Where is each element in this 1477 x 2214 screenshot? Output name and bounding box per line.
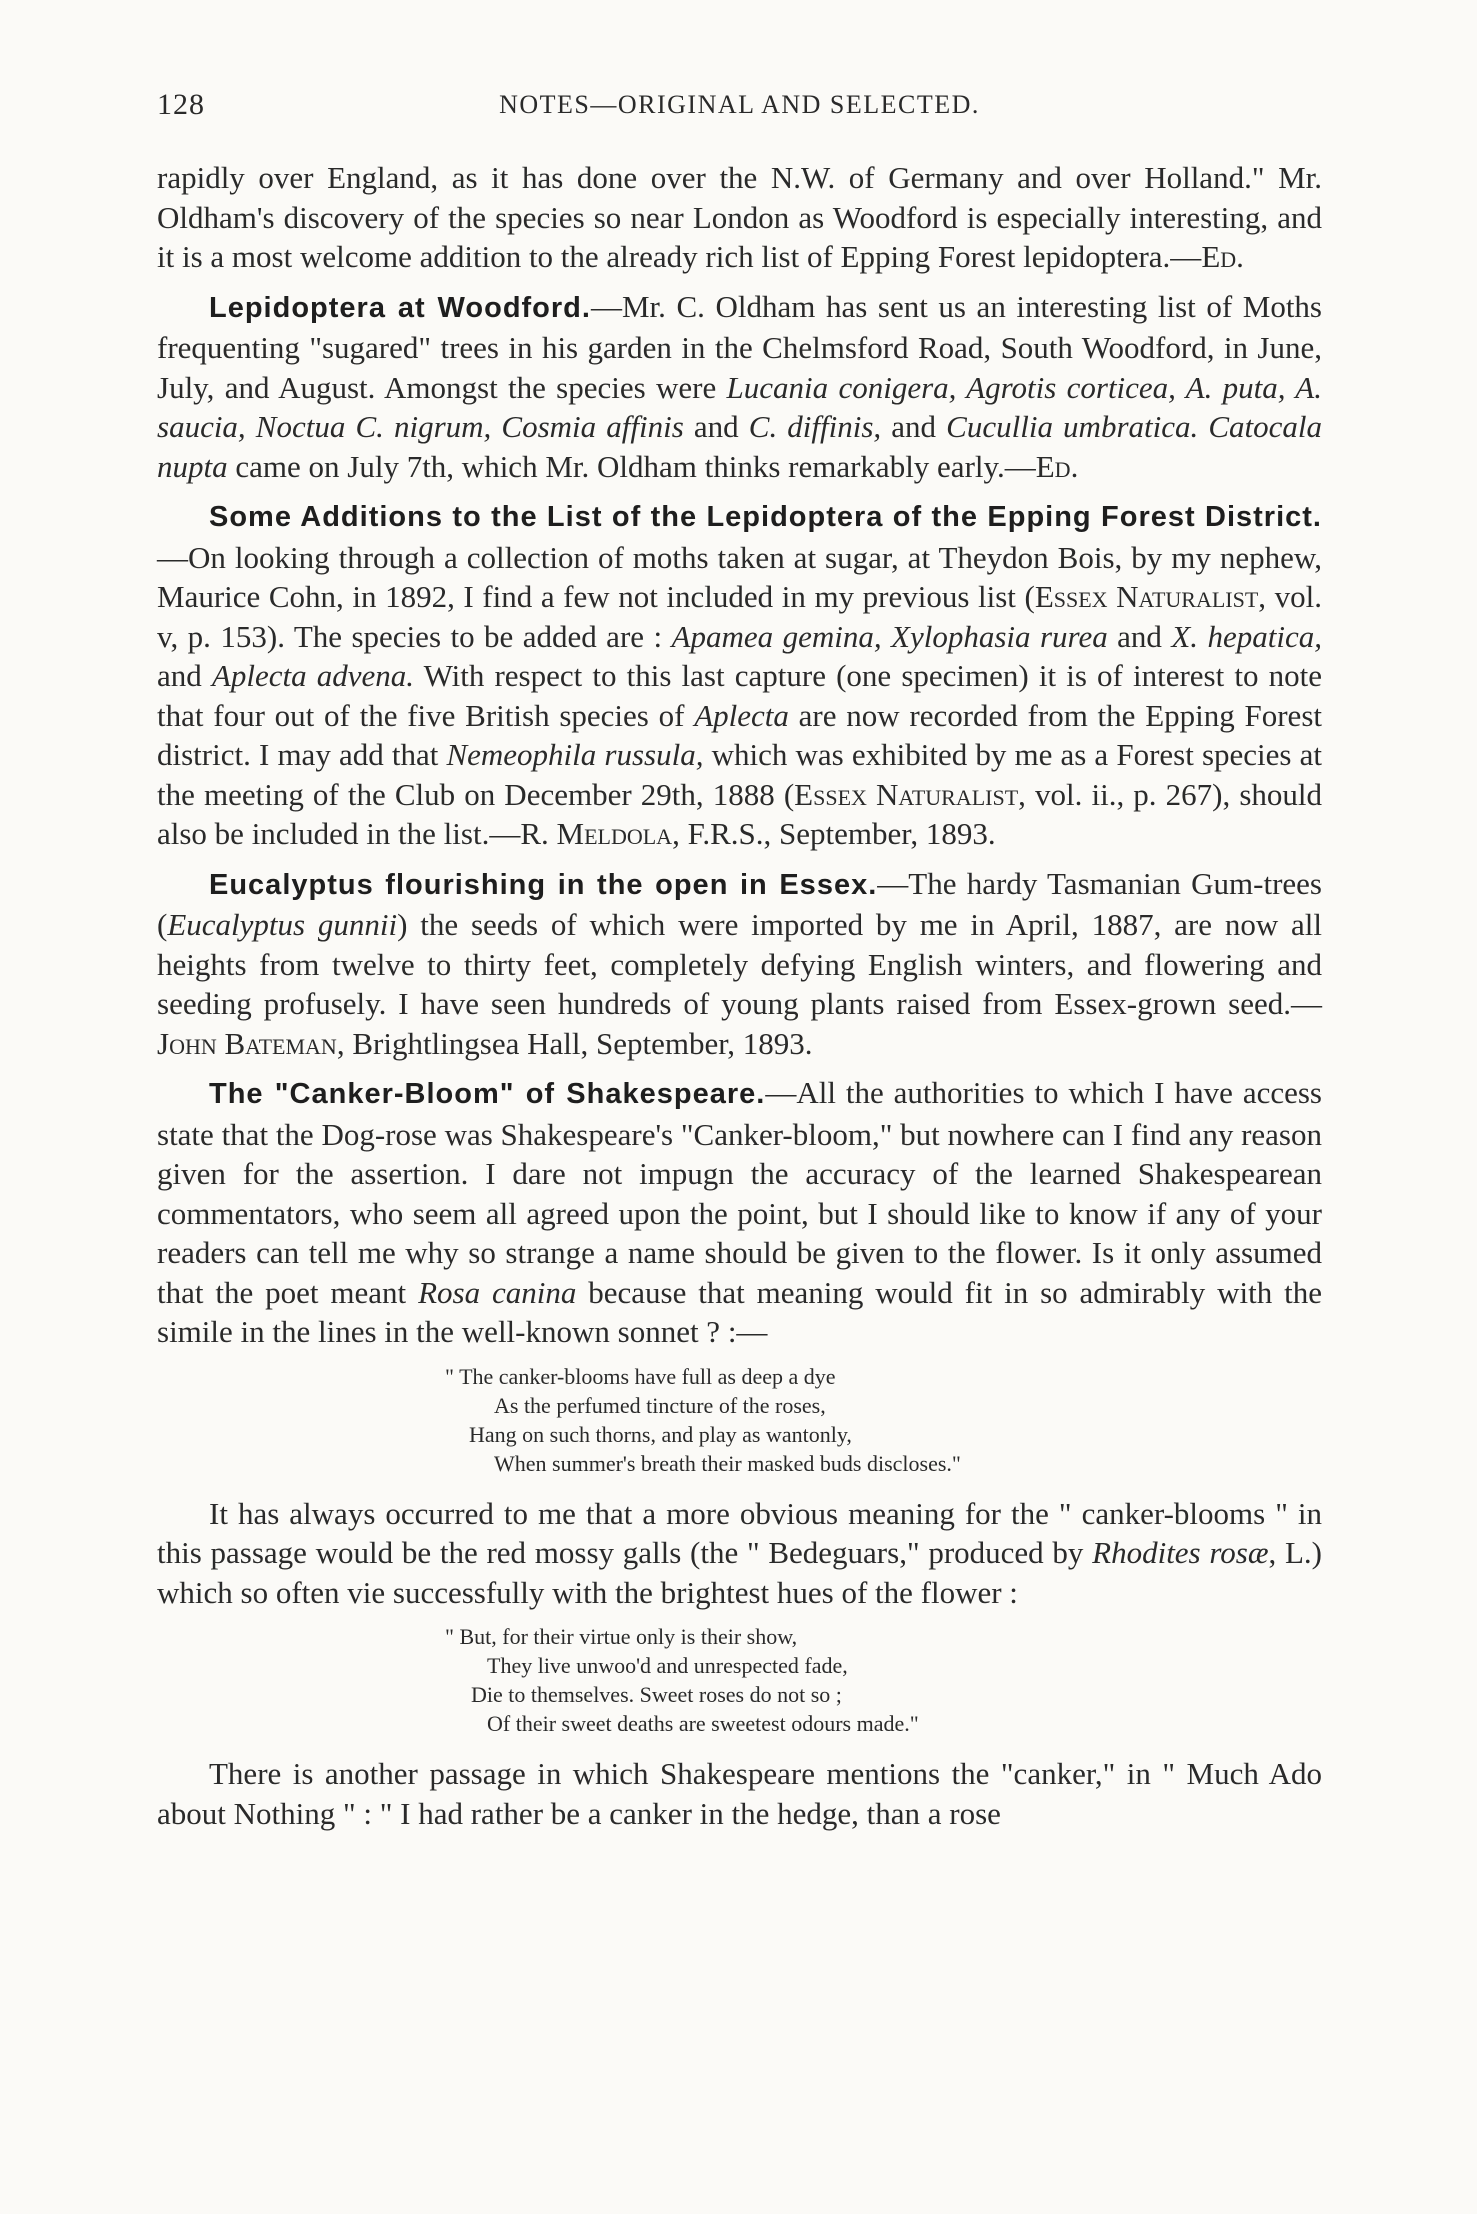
note-text: With respect to this last capture (one specimen) it is of interest to note that four out of the five British species of (157, 658, 1322, 733)
note-heading: Some Additions to the List of the Lepidoptera of the Epping Forest District. (209, 501, 1322, 533)
note-text: , L.) which so often vie successfully with the brightest hues of the flower : (157, 1535, 1323, 1610)
author-name: John Bateman (157, 1025, 337, 1061)
species-names: Aplecta advena. (211, 658, 414, 693)
note-text: —Mr. C. Oldham has sent us an interesting list of Moths frequenting "sugared" trees in his garden in the Chelmsford Road, South Woodford, in June, July, and August. Amongst the species were (157, 288, 1322, 405)
sonnet-quotation-2 (157, 1622, 1322, 1738)
note-text: It has always occurred to me that a more obvious meaning for the " canker-blooms " in this passage would be the red mossy galls (the " Bedeguars," produced by (157, 1495, 1322, 1570)
note-text: which was exhibited by me as a Forest species at the meeting of the Club on December 29th, 1888 ( (157, 737, 1322, 812)
species-names: Apamea gemina, Xylophasia rurea (671, 618, 1108, 654)
species-names: Rosa canina (418, 1274, 577, 1310)
note-canker-bloom (157, 1073, 1322, 1352)
intro-paragraph (157, 158, 1322, 277)
verse-line: When summer's breath their masked buds discloses." (494, 1450, 961, 1476)
editor-signature: Ed. (1201, 239, 1244, 274)
canker-paragraph-3 (157, 1754, 1322, 1833)
note-text: —All the authorities to which I have access state that the Dog-rose was Shakespeare's "Canker-bloom," but nowhere can I find any reason given for the assertion. I dare not impugn the accuracy of the learned Shakespearean commentators, who seem all agreed upon the point, but I should like to know if any of your readers can tell me why so strange a name should be given to the flower. Is it only assumed that the poet meant (157, 1075, 1322, 1310)
verse-line: Hang on such thorns, and play as wantonly, (469, 1421, 852, 1447)
species-names: Aplecta (694, 697, 789, 733)
note-text: , vol. v, p. 153). The species to be added are : (157, 579, 1322, 654)
note-lepidoptera-woodford (157, 287, 1322, 487)
note-text: , Brightlingsea Hall, September, 1893. (336, 1025, 813, 1061)
note-text: came on July 7th, which Mr. Oldham thinks remarkably early.— (227, 448, 1036, 484)
note-text: There is another passage in which Shakespeare mentions the "canker," in " Much Ado about Nothing " : " I had rather be a canker in the hedge, than a rose (157, 1756, 1322, 1831)
verse-line: As the perfumed tincture of the roses, (494, 1392, 826, 1418)
species-names: Rhodites rosæ (1092, 1535, 1269, 1570)
note-text: —On looking through a collection of moths taken at sugar, at Theydon Bois, by my nephew, Maurice Cohn, in 1892, I find a few not included in my previous list ( (157, 539, 1322, 614)
species-names: Cucullia umbratica. Catocala nupta (157, 409, 1323, 484)
editor-signature: Ed. (1035, 448, 1079, 484)
note-additions-list (157, 496, 1322, 854)
page-number: 128 (157, 88, 205, 121)
canker-paragraph-2 (157, 1494, 1322, 1613)
note-text: because that meaning would fit in so admirably with the simile in the lines in the well-known sonnet ? :— (157, 1274, 1323, 1349)
species-names: Lucania conigera, Agrotis corticea, A. puta, A. saucia, Noctua C. nigrum, Cosmia affinis (157, 369, 1322, 444)
note-text: —The hardy Tasmanian Gum-trees ( (157, 865, 1322, 942)
species-names: C. diffinis, (748, 409, 882, 444)
note-text: and (881, 409, 947, 444)
author-name: Meldola (556, 816, 673, 851)
note-text: ) the seeds of which were imported by me in April, 1887, are now all heights from twelve to thirty feet, completely defying English winters, and flowering and seeding profusely. I have seen hundreds of young plants raised from Essex-grown seed.— (157, 907, 1322, 1021)
sonnet-quotation (157, 1362, 1322, 1478)
verse-line: " The canker-blooms have full as deep a dye (445, 1363, 836, 1389)
running-title: NOTES—ORIGINAL AND SELECTED. (499, 90, 980, 119)
verse-line: They live unwoo'd and unrespected fade, (487, 1653, 848, 1678)
note-text: and (1107, 618, 1172, 654)
note-text: and (683, 409, 749, 444)
note-heading: The "Canker-Bloom" of Shakespeare. (209, 1078, 766, 1110)
note-text: and (157, 658, 212, 693)
verse-line: Of their sweet deaths are sweetest odours made." (487, 1711, 919, 1736)
page-header (157, 88, 1322, 128)
note-text: are now recorded from the Epping Forest district. I may add that (157, 697, 1322, 772)
species-names: Nemeophila russula, (446, 737, 704, 772)
journal-title: Essex Naturalist (1034, 579, 1259, 614)
verse-line: Die to themselves. Sweet roses do not so ; (471, 1682, 842, 1707)
species-names: X. hepatica, (1171, 618, 1322, 654)
note-heading: Eucalyptus flourishing in the open in Essex. (209, 868, 878, 901)
verse-line: " But, for their virtue only is their show, (445, 1624, 798, 1649)
species-names: Eucalyptus gunnii (167, 907, 398, 942)
intro-text: rapidly over England, as it has done over the N.W. of Germany and over Holland." Mr. Oldham's discovery of the species so near London as Woodford is especially interesting, and it is a most welcome addition to the already rich list of Epping Forest lepidoptera.— (157, 160, 1322, 274)
article-body (157, 158, 1322, 1843)
note-text: , vol. ii., p. 267), should also be included in the list.—R. (157, 776, 1322, 851)
note-eucalyptus (157, 864, 1322, 1064)
note-heading: Lepidoptera at Woodford. (209, 291, 591, 324)
journal-title: Essex Naturalist (794, 776, 1019, 812)
note-text: , F.R.S., September, 1893. (672, 816, 996, 851)
